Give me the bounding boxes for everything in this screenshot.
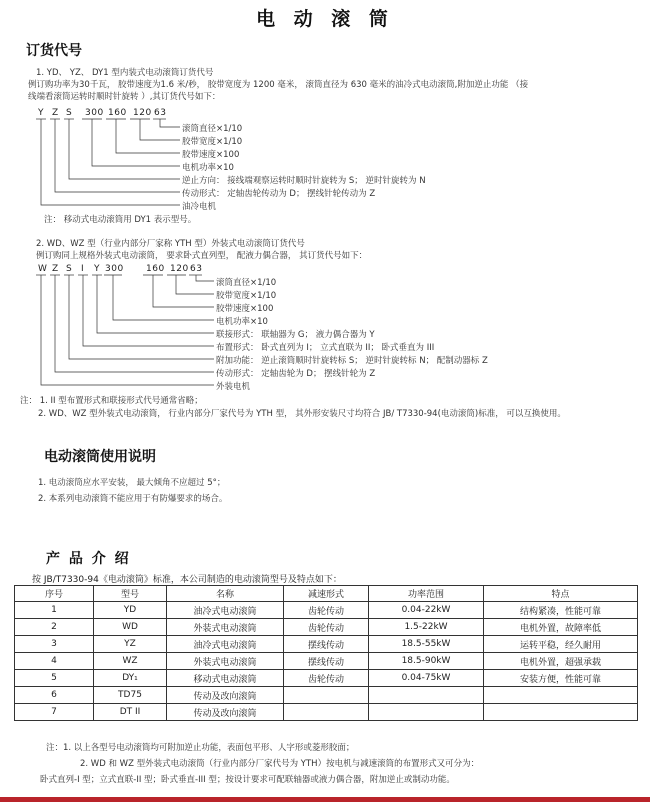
s2-paragraph-2: 例订购同上规格外装式电动滚筒， 要求卧式直列型， 配液力偶合器， 其订货代号如下：: [36, 251, 368, 261]
s2-code-63: 63: [190, 264, 203, 274]
table-cell: 油冷式电动滚筒: [167, 636, 284, 653]
table-cell: 5: [15, 670, 94, 687]
s2-connectors: [36, 275, 214, 385]
table-cell: 齿轮传动: [284, 670, 369, 687]
s2-code-Z: Z: [52, 264, 59, 274]
table-cell: 3: [15, 636, 94, 653]
s1-label-oil-motor: 油冷电机: [182, 202, 217, 212]
s2-code-S: S: [66, 264, 73, 274]
table-cell: WZ: [94, 653, 167, 670]
table-cell: 外装式电动滚筒: [167, 619, 284, 636]
s1-label-width: 胶带宽度×1/10: [182, 137, 243, 147]
usage-item-1: 1. 电动滚筒应水平安装， 最大倾角不应超过 5°；: [38, 478, 226, 488]
table-cell: 传动及改向滚筒: [167, 704, 284, 721]
table-cell: 18.5-55kW: [369, 636, 484, 653]
table-cell: 0.04-22kW: [369, 602, 484, 619]
s2-paragraph-1: 2. WD、WZ 型（行业内部分厂家称 YTH 型）外装式电动滚筒订货代号: [36, 239, 305, 249]
table-cell: 齿轮传动: [284, 602, 369, 619]
s2-code-300: 300: [105, 264, 124, 274]
table-cell: 摆线传动: [284, 636, 369, 653]
table-cell: 传动及改向滚筒: [167, 687, 284, 704]
section-heading-usage: 电动滚筒使用说明: [44, 449, 156, 465]
table-cell: DY₁: [94, 670, 167, 687]
table-cell: 18.5-90kW: [369, 653, 484, 670]
s1-label-backstop: 逆止方向： 接线端观察运转时顺时针旋转为 S； 逆时针旋转为 N: [182, 176, 426, 186]
section-heading-order-code: 订货代号: [26, 43, 82, 59]
s1-paragraph-2: 例订购功率为30千瓦， 胶带速度为1.6 米/秒， 胶带宽度为 1200 毫米， 滚筒直径为 630 毫米的油冷式电动滚筒,附加逆止功能 （接: [28, 80, 529, 90]
table-cell: 外装式电动滚筒: [167, 653, 284, 670]
table-cell: YZ: [94, 636, 167, 653]
table-cell: 电机外置，超强承载: [484, 653, 638, 670]
products-note-2: 2. WD 和 WZ 型外装式电动滚筒（行业内部分厂家代号为 YTH）按电机与减速滚筒的布置形式又可分为：: [80, 759, 480, 769]
s2-label-power: 电机功率×10: [216, 317, 268, 327]
table-cell: 1: [15, 602, 94, 619]
s1-code-Y: Y: [38, 108, 44, 118]
s2-code-120: 120: [170, 264, 189, 274]
s1-code-300: 300: [85, 108, 104, 118]
s1-label-power: 电机功率×10: [182, 163, 234, 173]
table-cell: DT II: [94, 704, 167, 721]
s1-label-diameter: 滚筒直径×1/10: [182, 124, 243, 134]
table-cell: 齿轮传动: [284, 619, 369, 636]
s1-code-63: 63: [154, 108, 167, 118]
s1-paragraph-1: 1. YD、 YZ、 DY1 型内装式电动滚筒订货代号: [36, 68, 214, 78]
products-intro: 按 JB/T7330-94《电动滚筒》标准，本公司制造的电动滚筒型号及特点如下：: [32, 575, 342, 585]
col-header: 减速形式: [284, 586, 369, 602]
col-header: 功率范围: [369, 586, 484, 602]
table-cell: TD75: [94, 687, 167, 704]
s2-label-coupling: 联接形式： 联轴器为 G； 液力偶合器为 Y: [216, 330, 375, 340]
table-cell: 摆线传动: [284, 653, 369, 670]
table-cell: 结构紧凑，性能可靠: [484, 602, 638, 619]
table-cell: 运转平稳，经久耐用: [484, 636, 638, 653]
s2-note-1: 注： 1. II 型布置形式和联接形式代号通常省略；: [20, 396, 203, 406]
s1-label-speed: 胶带速度×100: [182, 150, 240, 160]
s1-connectors: [36, 119, 180, 205]
table-cell: 电机外置，故障率低: [484, 619, 638, 636]
col-header: 型号: [94, 586, 167, 602]
table-cell: 2: [15, 619, 94, 636]
s2-code-I: I: [81, 264, 85, 274]
section-heading-products: 产 品 介 绍: [46, 551, 131, 567]
table-cell: WD: [94, 619, 167, 636]
s1-code-S: S: [66, 108, 73, 118]
table-cell: 6: [15, 687, 94, 704]
table-cell: YD: [94, 602, 167, 619]
col-header: 名称: [167, 586, 284, 602]
s2-label-drive: 传动形式： 定轴齿轮为 D； 摆线针轮为 Z: [216, 369, 376, 379]
s2-code-Y: Y: [94, 264, 100, 274]
s1-code-160: 160: [108, 108, 127, 118]
usage-item-2: 2. 本系列电动滚筒不能应用于有防爆要求的场合。: [38, 494, 228, 504]
s2-note-2: 2. WD、WZ 型外装式电动滚筒， 行业内部分厂家代号为 YTH 型， 其外形安装尺寸均符合 JB/ T7330-94(电动滚筒)标准， 可以互换使用。: [38, 409, 566, 419]
table-cell: 安装方便，性能可靠: [484, 670, 638, 687]
s2-label-diameter: 滚筒直径×1/10: [216, 278, 277, 288]
s1-label-drive: 传动形式： 定轴齿轮传动为 D； 摆线针轮传动为 Z: [182, 189, 376, 199]
col-header: 特点: [484, 586, 638, 602]
s2-label-speed: 胶带速度×100: [216, 304, 274, 314]
table-cell: 4: [15, 653, 94, 670]
page-title: 电 动 滚 筒: [256, 8, 394, 30]
s2-code-160: 160: [146, 264, 165, 274]
s1-code-120: 120: [133, 108, 152, 118]
col-header: 序号: [15, 586, 94, 602]
s1-note: 注： 移动式电动滚筒用 DY1 表示型号。: [44, 215, 197, 225]
table-cell: 移动式电动滚筒: [167, 670, 284, 687]
products-note-1: 注：1. 以上各型号电动滚筒均可附加逆止功能，表面包平形、人字形或菱形胶面；: [46, 743, 355, 753]
table-cell: 油冷式电动滚筒: [167, 602, 284, 619]
s2-code-W: W: [38, 264, 48, 274]
s2-label-layout: 布置形式： 卧式直列为 I； 立式直联为 II； 卧式垂直为 III: [216, 343, 435, 353]
s2-label-width: 胶带宽度×1/10: [216, 291, 277, 301]
table-cell: 0.04-75kW: [369, 670, 484, 687]
s2-label-external-motor: 外装电机: [216, 382, 251, 392]
s2-label-extra: 附加功能： 逆止滚筒顺时针旋转标 S； 逆时针旋转标 N； 配制动器标 Z: [216, 356, 488, 366]
s1-code-Z: Z: [52, 108, 59, 118]
s1-paragraph-3: 线端看滚筒运转时顺时针旋转 ）,其订货代号如下：: [28, 92, 221, 102]
table-cell: 7: [15, 704, 94, 721]
products-note-3: 卧式直列-I 型；立式直联-II 型；卧式垂直-III 型；按设计要求可配联轴器或液力偶合器，附加逆止或制动功能。: [40, 775, 455, 785]
table-cell: 1.5-22kW: [369, 619, 484, 636]
